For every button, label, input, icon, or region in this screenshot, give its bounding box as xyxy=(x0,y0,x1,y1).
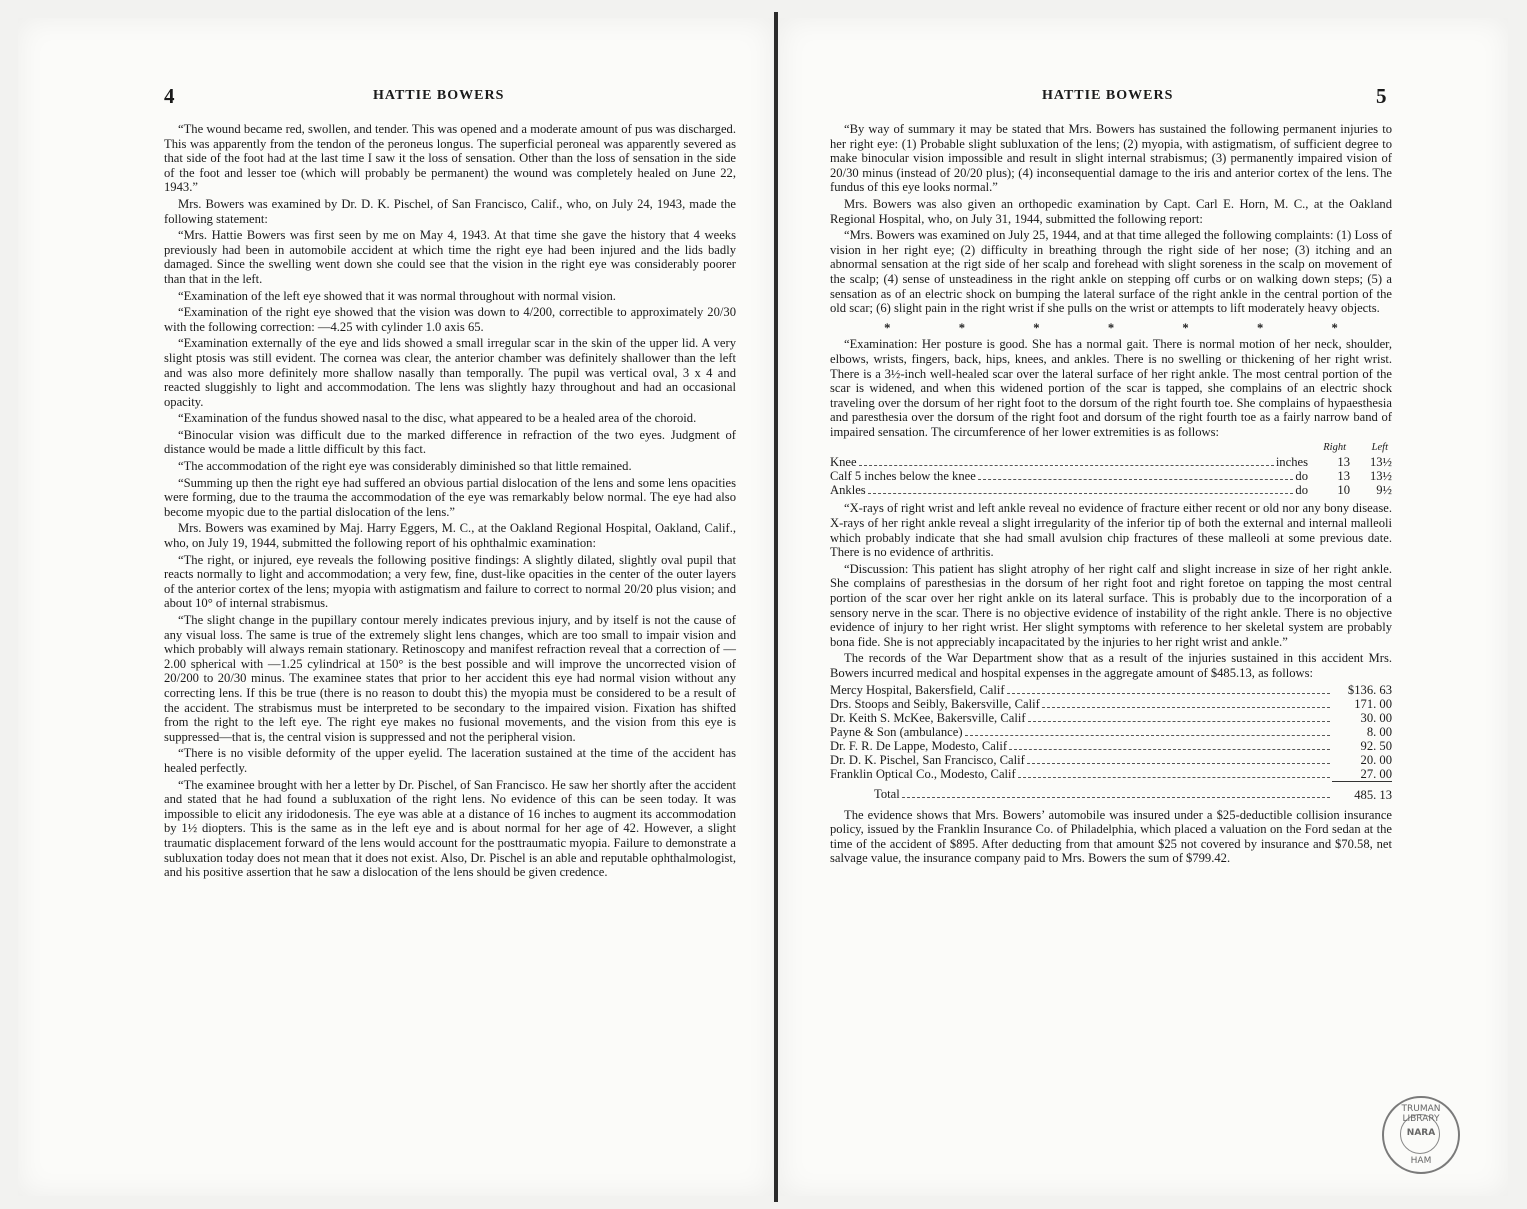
star: * xyxy=(1107,320,1115,335)
paragraph: “The wound became red, swollen, and tender. This was opened and a moderate amount of pus was discharged. This was apparently from the tendon of the peroneus longus. The superficial peroneal was apparently severed as that side of the foot had at the last time I saw it the loss of sensation. Other than the loss of sensation in the side of the foot and lesser toe (which will probably be permanent) the wound was completely healed on June 22, 1943.” xyxy=(164,122,736,195)
expense-amount: 171. 00 xyxy=(1354,696,1392,711)
column-header-left: Left xyxy=(1371,442,1388,454)
table-row xyxy=(830,739,1392,753)
table-row xyxy=(830,725,1392,739)
right-page-body xyxy=(830,122,1392,868)
expense-amount: $136. 63 xyxy=(1347,682,1392,697)
expenses-table xyxy=(830,683,1392,802)
archive-stamp xyxy=(1382,1096,1460,1174)
table-row xyxy=(830,697,1392,711)
table-row xyxy=(830,455,1392,469)
measurement-right: 13 xyxy=(1337,469,1350,484)
right-page xyxy=(780,18,1508,1196)
paragraph: “There is no visible deformity of the upper eyelid. The laceration sustained at the time of the accident has healed perfectly. xyxy=(164,746,736,775)
page-number: 5 xyxy=(1376,84,1387,108)
paragraph: “The slight change in the pupillary contour merely indicates previous injury, and by itself is not the cause of any visual loss. The same is true of the extremely slight lens changes, which are too small to impair vision and which probably will always remain stationary. Retinoscopy and manifest refraction reveal that a correction of —2.00 spherical with —1.25 cylindrical at 150° is the best possible and will improve the uncorrected vision of 20/200 to 20/30 minus. The examinee states that prior to her accident this eye had normal vision without any correcting lens. If this be true (there is no reason to doubt this) the myopia must be considered to be a result of the accident. The strabismus must be interpreted to be secondary to the impaired vision. Fixation has shifted from the right to the left eye. The right eye makes no fusional movements, and the vision from this eye is suppressed—that is, the central vision is suppressed and not the peripheral vision. xyxy=(164,613,736,744)
table-row xyxy=(830,483,1392,497)
paragraph: The evidence shows that Mrs. Bowers’ automobile was insured under a $25-deductible collision insurance policy, issued by the Franklin Insurance Co. of Philadelphia, which placed a valuation on the Ford sedan at the time of the accident of $895. After deducting from that amount $25 not covered by insurance and $70.58, net salvage value, the insurance company paid to Mrs. Bowers the sum of $799.42. xyxy=(830,807,1392,866)
expense-amount: 92. 50 xyxy=(1360,738,1392,753)
expense-payee: Drs. Stoops and Seibly, Bakersville, Calif xyxy=(830,696,1040,711)
paragraph: “The accommodation of the right eye was considerably diminished so that little remained. xyxy=(178,459,632,474)
measurement-unit: do xyxy=(1295,469,1308,484)
left-page xyxy=(18,18,773,1196)
paragraph: “Mrs. Bowers was examined on July 25, 1944, and at that time alleged the following complaints: (1) Loss of vision in her right eye; (2) difficulty in breathing through the right side of her nose; (3) itching and an abnormal sensation at the rigt side of her scalp and forehead with slight soreness in the scalp on movement of the scalp; (4) sense of unsteadiness in the right ankle on stepping off curbs or on walking down steps; (5) a sensation as of an electric shock on bumping the lateral surface of the right ankle in the central portion of the old scar; (6) slight pain in the right wrist if she pulls on the wrist or attempts to lift moderately heavy objects. xyxy=(830,228,1392,316)
paragraph: “Examination: Her posture is good. She has a normal gait. There is normal motion of her neck, shoulder, elbows, wrists, fingers, back, hips, knees, and ankles. There is no swelling or thickening of her right wrist. There is a 3½-inch well-healed scar over the lateral surface of her right ankle. The most central portion of the scar is widened, and when this widened portion of the scar is tapped, she complains of an electric shock traveling over the dorsum of her right foot to the dorsum of the right fourth toe. She complains of hypaesthesia and paresthesia over the dorsum of the right foot and dorsum of the right fourth toe as a fairly narrow band of impaired sensation. The circumference of her lower extremities is as follows: xyxy=(830,337,1392,439)
measurement-right: 10 xyxy=(1337,483,1350,498)
measurement-label: Knee xyxy=(830,455,857,470)
star: * xyxy=(1331,320,1338,335)
paragraph: “Summing up then the right eye had suffered an obvious partial dislocation of the lens and some lens opacities were forming, due to the trauma the accommodation of the eye was remarkably below normal. The eye had also become myopic due to the partial dislocation of the lens.” xyxy=(164,475,736,519)
column-header-right: Right xyxy=(1323,442,1346,454)
expense-amount: 8. 00 xyxy=(1366,724,1392,739)
paragraph: “Discussion: This patient has slight atrophy of her right calf and slight increase in size of her right ankle. She complains of paresthesias in the dorsum of her right foot and right foretoe on tapping the most central portion of the scar over her right ankle on its lateral surface. This is probably due to the incorporation of a sensory nerve in the scar. There is no objective evidence of instability of the right ankle. There is no objective evidence of injury to her right wrist. Her slight symptoms with reference to her skeletal system are probably bona fide. She is not appreciably incapacitated by the injuries to her right wrist and ankle.” xyxy=(830,561,1392,649)
stamp-text: NARA xyxy=(1406,1128,1436,1138)
table-header-row xyxy=(830,441,1392,455)
expense-amount: 20. 00 xyxy=(1360,752,1392,767)
paragraph: “By way of summary it may be stated that Mrs. Bowers has sustained the following permanent injuries to her right eye: (1) Probable slight subluxation of the lens; (2) myopia, with astigmatism, of sufficient degree to make binocular vision impossible and result in slight internal strabismus; (3) permanently impaired vision of 20/30 minus (instead of 20/20 plus); (4) inconsequential damage to the iris and anterior cortex of the lens. The fundus of this eye looks normal.” xyxy=(830,122,1392,195)
expense-payee: Franklin Optical Co., Modesto, Calif xyxy=(830,766,1016,781)
paragraph: The records of the War Department show that as a result of the injuries sustained in this accident Mrs. Bowers incurred medical and hospital expenses in the aggregate amount of $485.13, as follows: xyxy=(830,651,1392,680)
table-row xyxy=(830,469,1392,483)
left-page-body xyxy=(164,122,736,882)
section-break-stars xyxy=(830,318,1392,338)
measurement-right: 13 xyxy=(1337,455,1350,470)
paragraph: Mrs. Bowers was examined by Maj. Harry Eggers, M. C., at the Oakland Regional Hospital, Oakland, Calif., who, on July 19, 1944, submitted the following report of his ophthalmic examination: xyxy=(164,521,736,551)
paragraph: Mrs. Bowers was examined by Dr. D. K. Pischel, of San Francisco, Calif., who, on July 24, 1943, made the following statement: xyxy=(164,196,736,226)
running-head: HATTIE BOWERS xyxy=(373,88,505,103)
stamp-text: TRUMAN LIBRARY xyxy=(1401,1104,1441,1124)
paragraph: “Examination of the right eye showed that the vision was down to 4/200, correctible to approximately 20/30 with the following correction: —4.25 with cylinder 1.0 axis 65. xyxy=(164,305,736,334)
star: * xyxy=(1182,320,1189,335)
paragraph: “Examination of the left eye showed that it was normal throughout with normal vision. xyxy=(178,288,616,303)
star: * xyxy=(1033,320,1040,335)
measurement-left: 13½ xyxy=(1369,469,1392,484)
expense-payee: Mercy Hospital, Bakersfield, Calif xyxy=(830,682,1005,697)
star: * xyxy=(1256,320,1264,335)
paragraph: Mrs. Bowers was also given an orthopedic examination by Capt. Carl E. Horn, M. C., at the Oakland Regional Hospital, who, on July 31, 1944, submitted the following report: xyxy=(830,196,1392,226)
total-row xyxy=(830,781,1392,802)
table-row xyxy=(830,711,1392,725)
measurement-unit: inches xyxy=(1275,455,1308,470)
paragraph: “Mrs. Hattie Bowers was first seen by me on May 4, 1943. At that time she gave the history that 4 weeks previously had been in automobile accident at which time the right eye had been injured and the lids badly damaged. Since the swelling went down she could see that the vision in the right eye was considerably poorer than that in the left. xyxy=(164,228,736,286)
paragraph: “The examinee brought with her a letter by Dr. Pischel, of San Francisco. He saw her shortly after the accident and stated that he had found a subluxation of the right lens. No evidence of this can be seen today. It was impossible to elicit any iridodonesis. The eye was able at a distance of 16 inches to augment its accommodation by 1½ diopters. This is the same as in the left eye and is about normal for her age of 42. However, a slight traumatic displacement forward of the lens would account for the posttraumatic myopia. Failure to demonstrate a subluxation today does not mean that it does not exist. Also, Dr. Pischel is an able and reputable ophthalmologist, and his positive assertion that he saw a dislocation of the lens should be given credence. xyxy=(164,777,736,880)
total-amount: 485. 13 xyxy=(1354,787,1392,802)
running-head: HATTIE BOWERS xyxy=(1042,88,1174,103)
paragraph: “Examination of the fundus showed nasal to the disc, what appeared to be a healed area of the choroid. xyxy=(178,411,697,426)
measurements-table xyxy=(830,441,1392,497)
table-row xyxy=(830,753,1392,767)
table-row xyxy=(830,767,1392,782)
expense-amount: 27. 00 xyxy=(1332,767,1392,782)
page-gutter xyxy=(774,12,778,1202)
measurement-left: 9½ xyxy=(1376,483,1392,498)
stamp-text: HAM xyxy=(1410,1156,1432,1166)
total-label: Total xyxy=(874,787,900,802)
paragraph: “The right, or injured, eye reveals the following positive findings: A slightly dilated, slightly oval pupil that reacts normally to light and accommodation; a very few, fine, dust-like opacities in the center of the outer layers of the anterior cortex of the lens; myopia with astigmatism and failure to correct to normal 20/20 plus vision; and about 10° of internal strabismus. xyxy=(164,552,736,611)
measurement-label: Ankles xyxy=(830,483,866,498)
expense-amount: 30. 00 xyxy=(1360,710,1392,725)
paragraph: “Binocular vision was difficult due to the marked difference in refraction of the two eyes. Judgment of distance would be made a little difficult by this fact. xyxy=(164,427,736,457)
measurement-label: Calf 5 inches below the knee xyxy=(830,469,976,484)
table-row xyxy=(830,683,1392,697)
expense-payee: Dr. F. R. De Lappe, Modesto, Calif xyxy=(830,738,1008,753)
paragraph: “Examination externally of the eye and lids showed a small irregular scar in the skin of the upper lid. A very slight ptosis was still evident. The cornea was clear, the anterior chamber was definitely shallower than the left and was also more definitely more shallow nasally than temporally. The pupil was vertical oval, 3 x 4 and reacted sluggishly to light and accommodation. The lens was slightly hazy throughout and had an occasional opacity. xyxy=(164,336,736,409)
star: * xyxy=(884,320,891,335)
expense-payee: Dr. Keith S. McKee, Bakersville, Calif xyxy=(830,710,1026,725)
expense-payee: Payne & Son (ambulance) xyxy=(830,724,963,739)
page-number: 4 xyxy=(164,84,175,108)
measurement-left: 13½ xyxy=(1369,455,1392,470)
paragraph: “X-rays of right wrist and left ankle reveal no evidence of fracture either recent or old nor any bony disease. X-rays of her right ankle reveal a slight irregularity of the inferior tip of both the external and internal malleoli which probably indicate that she had small avulsion chip fractures of these malleoli at some previous date. There is no evidence of arthritis. xyxy=(830,501,1392,560)
star: * xyxy=(958,320,965,335)
expense-payee: Dr. D. K. Pischel, San Francisco, Calif xyxy=(830,752,1025,767)
measurement-unit: do xyxy=(1295,483,1308,498)
